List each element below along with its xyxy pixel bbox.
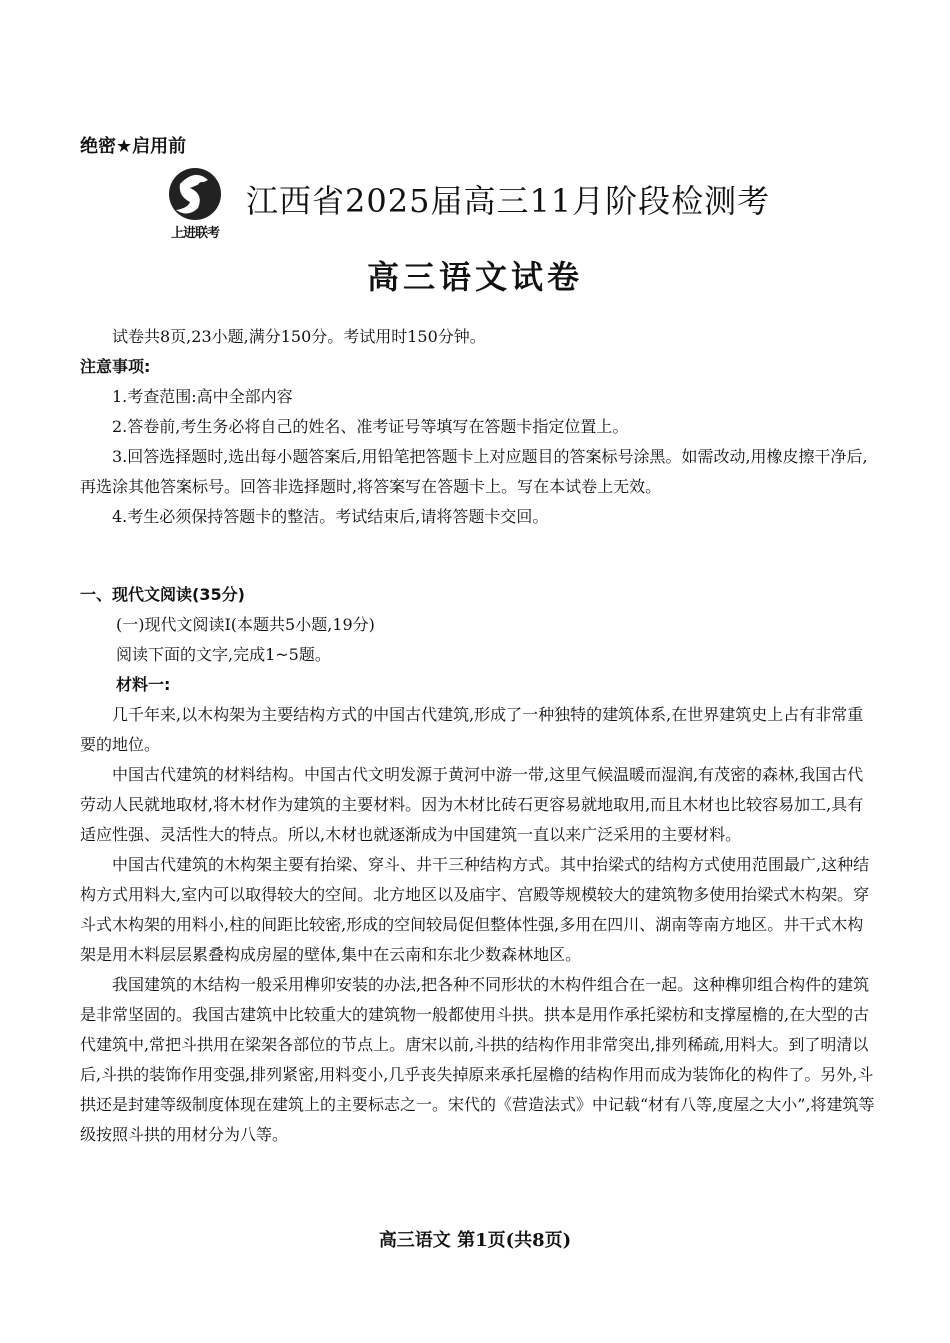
- section-title: 一、现代文阅读(35分): [80, 585, 245, 604]
- notice-item: 4.考生必须保持答题卡的整洁。考试结束后,请将答题卡交回。: [112, 507, 549, 526]
- notice-item: 1.考查范围:高中全部内容: [112, 387, 293, 406]
- logo-label: 上进联考: [170, 226, 219, 241]
- logo-emblem-icon: [160, 164, 230, 224]
- material-paragraph: 中国古代建筑的材料结构。中国古代文明发源于黄河中游一带,这里气候温暖而湿润,有茂密的森林,我国古代劳动人民就地取材,将木材作为建筑的主要材料。因为木材比砖石更容易就地取用,而且木材也比较容易加工,具有适应性强、灵活性大的特点。所以,木材也就逐渐成为中国建筑一直以来广泛采用的主要材料。: [80, 765, 864, 844]
- reading-section: [80, 580, 875, 1150]
- exam-logo: [160, 164, 230, 244]
- material-paragraph: 我国建筑的木结构一般采用榫卯安装的办法,把各种不同形状的木构件组合在一起。这种榫卯组合构件的建筑是非常坚固的。我国古建筑中比较重大的建筑物一般都使用斗拱。拱本是用作承托梁枋和支撑屋檐的,在大型的古代建筑中,常把斗拱用在梁架各部位的节点上。唐宋以前,斗拱的结构作用非常突出,排列稀疏,用料大。到了明清以后,斗拱的装饰作用变强,排列紧密,用料变小,几乎丧失掉原来承托屋檐的结构作用而成为装饰化的构件了。另外,斗拱还是封建等级制度体现在建筑上的主要标志之一。宋代的《营造法式》中记载“材有八等,度屋之大小”,将建筑等级按照斗拱的用材分为八等。: [80, 975, 875, 1144]
- exam-info-block: [80, 322, 875, 532]
- reading-instruction: 阅读下面的文字,完成1~5题。: [116, 645, 331, 664]
- page-footer: 高三语文 第1页(共8页): [378, 1230, 572, 1251]
- subsection-title: (一)现代文阅读Ⅰ(本题共5小题,19分): [116, 615, 375, 634]
- notice-item: 2.答卷前,考生务必将自己的姓名、准考证号等填写在答题卡指定位置上。: [112, 417, 629, 436]
- material-paragraph: 几千年来,以木构架为主要结构方式的中国古代建筑,形成了一种独特的建筑体系,在世界建筑史上占有非常重要的地位。: [80, 705, 864, 754]
- paper-title: 高三语文试卷: [366, 258, 583, 296]
- exam-title: 江西省2025届高三11月阶段检测考: [246, 182, 771, 220]
- material-paragraph: 中国古代建筑的木构架主要有抬梁、穿斗、井干三种结构方式。其中抬梁式的结构方式使用范围最广,这种结构方式用料大,室内可以取得较大的空间。北方地区以及庙宇、宫殿等规模较大的建筑物多使用抬梁式木构架。穿斗式木构架的用料小,柱的间距比较密,形成的空间较局促但整体性强,多用在四川、湖南等南方地区。井干式木构架是用木料层层累叠构成房屋的壁体,集中在云南和东北少数森林地区。: [80, 855, 870, 964]
- exam-intro: 试卷共8页,23小题,满分150分。考试用时150分钟。: [112, 327, 486, 346]
- material-label: 材料一:: [116, 675, 171, 694]
- notice-heading: 注意事项:: [80, 357, 151, 376]
- confidential-mark: 绝密★启用前: [80, 136, 187, 157]
- notice-item: 3.回答选择题时,选出每小题答案后,用铅笔把答题卡上对应题目的答案标号涂黑。如需改动,用橡皮擦干净后,再选涂其他答案标号。回答非选择题时,将答案写在答题卡上。写在本试卷上无效。: [80, 447, 868, 496]
